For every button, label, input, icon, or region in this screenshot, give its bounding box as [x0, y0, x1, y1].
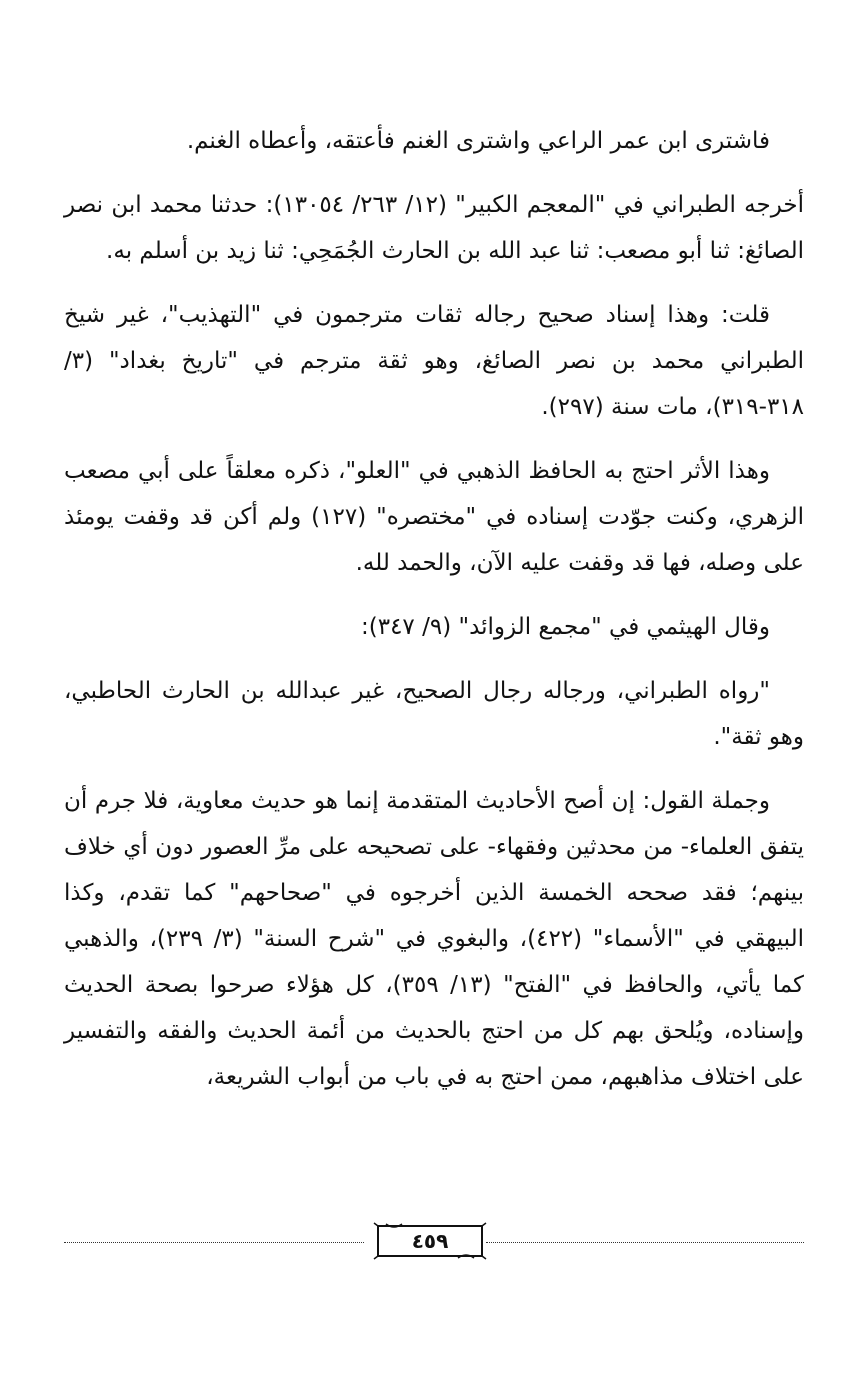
page-body-text [64, 118, 804, 1100]
page-number: ٤٥٩ [411, 1229, 449, 1253]
footer-rule-right [486, 1242, 804, 1243]
footer-rule-left [64, 1242, 364, 1243]
paragraph-2: أخرجه الطبراني في "المعجم الكبير" (١٢/ ٢٦٣/ ١٣٠٥٤): حدثنا محمد ابن نصر الصائغ: ثنا أبو مصعب: ثنا عبد الله بن الحارث الجُمَحِي: ثنا زيد بن أسلم به. [64, 192, 804, 264]
paragraph-7: وجملة القول: إن أصح الأحاديث المتقدمة إنما هو حديث معاوية، فلا جرم أن يتفق العلماء- من محدثين وفقهاء- على تصحيحه على مرِّ العصور دون أي خلاف بينهم؛ فقد صححه الخمسة الذين أخرجوه في "صحاحهم" كما تقدم، وكذا البيهقي في "الأسماء" (٤٢٢)، والبغوي في "شرح السنة" (٣/ ٢٣٩)، والذهبي كما يأتي، والحافظ في "الفتح" (١٣/ ٣٥٩)، كل هؤلاء صرحوا بصحة الحديث وإسناده، ويُلحق بهم كل من احتج بالحديث من أئمة الحديث والفقه والتفسير على اختلاف مذاهبهم، ممن احتج به في باب من أبواب الشريعة، [64, 788, 804, 1090]
paragraph-1: فاشترى ابن عمر الراعي واشترى الغنم فأعتقه، وأعطاه الغنم. [186, 128, 770, 154]
paragraph-3: قلت: وهذا إسناد صحيح رجاله ثقات مترجمون في "التهذيب"، غير شيخ الطبراني محمد بن نصر الصائغ، وهو ثقة مترجم في "تاريخ بغداد" (٣/ ٣١٨-٣١٩)، مات سنة (٢٩٧). [64, 302, 804, 420]
paragraph-4: وهذا الأثر احتج به الحافظ الذهبي في "العلو"، ذكره معلقاً على أبي مصعب الزهري، وكنت جوّدت إسناده في "مختصره" (١٢٧) ولم أكن قد وقفت يومئذ على وصله، فها قد وقفت عليه الآن، والحمد لله. [64, 458, 804, 576]
paragraph-5: وقال الهيثمي في "مجمع الزوائد" (٩/ ٣٤٧): [360, 614, 770, 640]
page-number-ornament [372, 1222, 488, 1260]
page-footer [64, 1222, 804, 1262]
paragraph-6: "رواه الطبراني، ورجاله رجال الصحيح، غير عبدالله بن الحارث الحاطبي، وهو ثقة". [64, 678, 804, 750]
